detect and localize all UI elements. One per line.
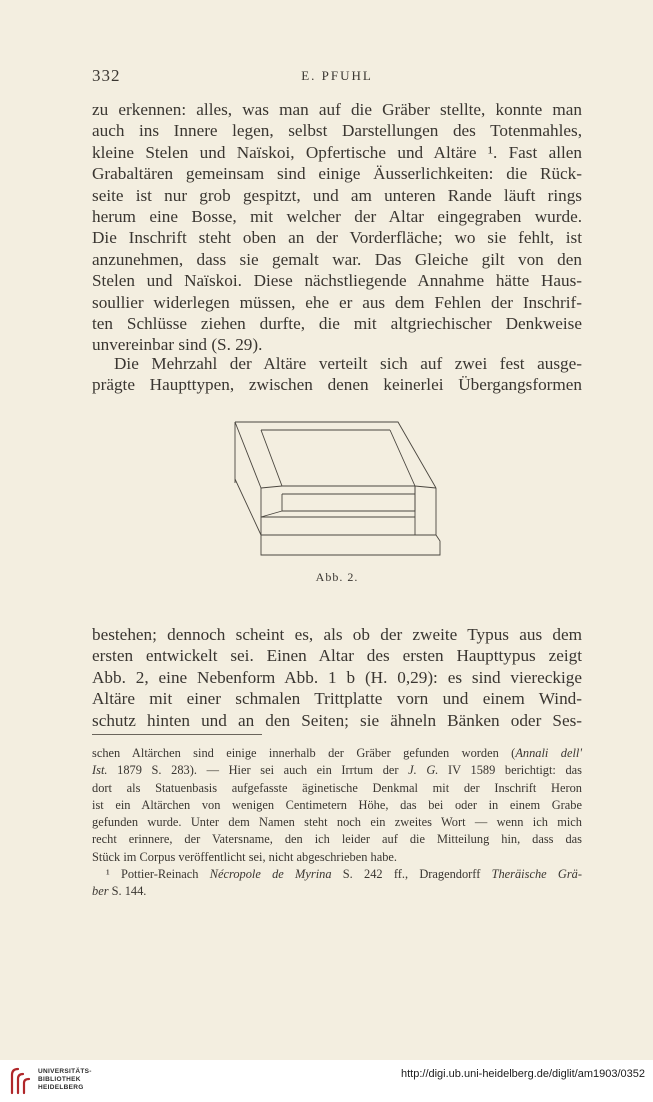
running-title: E. PFUHL [301, 68, 373, 83]
text-line: zu erkennen: alles, was man auf die Gräber stellte, konnte man [92, 100, 582, 119]
footnote-line: recht erinnere, der Vatersname, den ich leider auf die Mitteilung hin, dass das [92, 832, 582, 847]
text-line: unvereinbar sind (S. 29). [92, 335, 263, 355]
footnote-text: S. 144. [108, 884, 147, 899]
text-line: soullier widerlegen müssen, ehe er aus dem Fehlen der Inschrif- [92, 292, 582, 312]
source-url-link[interactable]: http://digi.ub.uni-heidelberg.de/diglit/am1903/0352 [400, 1068, 645, 1080]
footnote-citation: Theräische Grä- [491, 867, 582, 882]
footnote-text: schen Altärchen sind einige innerhalb der Gräber gefunden worden ( [92, 746, 516, 760]
footnote-line: gefunden wurde. Unter dem Namen steht noch ein zweites Wort — wenn ich mich [92, 815, 582, 830]
text-line: prägte Haupttypen, zwischen denen keinerlei Übergangsformen [92, 375, 582, 395]
paragraph-3 [92, 624, 582, 731]
footnote-line [92, 866, 582, 883]
library-logo-icon [8, 1065, 34, 1097]
text-line: Abb. 2, eine Nebenform Abb. 1 b (H. 0,29): es sind viereckige [92, 667, 582, 687]
footnote-citation: Ist. [92, 763, 108, 778]
digitization-footer [0, 1060, 653, 1102]
footnote-line [92, 745, 582, 762]
text-line: ten Schlüsse ziehen durfte, die mit altgriechischer Denkweise [92, 314, 582, 334]
text-line: schutz hinten und an den Seiten; sie ähneln Bänken oder Ses- [92, 710, 582, 730]
text-line: Stelen und Naïskoi. Diese nächstliegende Annahme hätte Haus- [92, 271, 582, 291]
library-logo-text [38, 1068, 92, 1092]
footnote-citation: Annali dell' [515, 746, 582, 760]
text-line: herum eine Bosse, mit welcher der Altar eingegraben wurde. [92, 207, 582, 227]
text-line: seite ist nur grob gespitzt, und am unteren Rande läuft rings [92, 185, 582, 205]
footnote-text: 1879 S. 283). — Hier sei auch ein Irrtum der [107, 763, 409, 778]
figure-caption: Abb. 2. [315, 570, 359, 584]
footnote-line [92, 762, 582, 779]
paragraph-1 [92, 99, 582, 356]
text-line: Altäre mit einer schmalen Trittplatte vorn und einem Wind- [92, 689, 582, 709]
footnotes [92, 745, 582, 901]
footnote-text: ¹ Pottier-Reinach [106, 867, 210, 882]
text-line: Die Mehrzahl der Altäre verteilt sich auf zwei fest ausge- [114, 354, 582, 373]
footnote-citation: ber [92, 884, 109, 899]
footnote-line: Stück im Corpus veröffentlicht sei, nicht abgeschrieben habe. [92, 849, 397, 864]
footnote-citation: Nécropole de Myrina [209, 867, 332, 882]
footnote-line: dort als Statuenbasis aufgefasste äginetische Denkmal mit der Inschrift Heron [92, 780, 582, 795]
text-line: bestehen; dennoch scheint es, als ob der zweite Typus aus dem [92, 625, 582, 644]
text-line: Grabaltären gemeinsam sind einige Äusserlichkeiten: die Rück- [92, 164, 582, 184]
footnote-line [92, 883, 582, 900]
text-line: ersten entwickelt sei. Einen Altar des ersten Haupttypus zeigt [92, 646, 582, 666]
footnote-rule [92, 734, 262, 735]
logo-line: UNIVERSITÄTS- [38, 1068, 92, 1075]
footnote-text: IV 1589 berichtigt: das [438, 763, 582, 778]
footnote-citation: J. G. [408, 763, 439, 778]
text-line: auch ins Innere legen, selbst Darstellungen des Totenmahles, [92, 121, 582, 141]
logo-line: HEIDELBERG [38, 1084, 84, 1091]
footnote-line: ist ein Altärchen von wenigen Centimetern Höhe, das bei oder in einem Grabe [92, 797, 582, 812]
paragraph-2 [92, 353, 582, 396]
text-line: Die Inschrift steht oben an der Vorderfläche; wo sie fehlt, ist [92, 228, 582, 248]
altar-illustration [230, 417, 442, 559]
footnote-text: S. 242 ff., Dragendorff [331, 867, 492, 882]
page-number: 332 [92, 66, 121, 85]
text-line: anzunehmen, dass sie gemalt war. Das Gleiche gilt von den [92, 249, 582, 269]
logo-line: BIBLIOTHEK [38, 1076, 81, 1083]
text-line: kleine Stelen und Naïskoi, Opfertische und Altäre ¹. Fast allen [92, 142, 582, 162]
running-head [92, 66, 582, 90]
